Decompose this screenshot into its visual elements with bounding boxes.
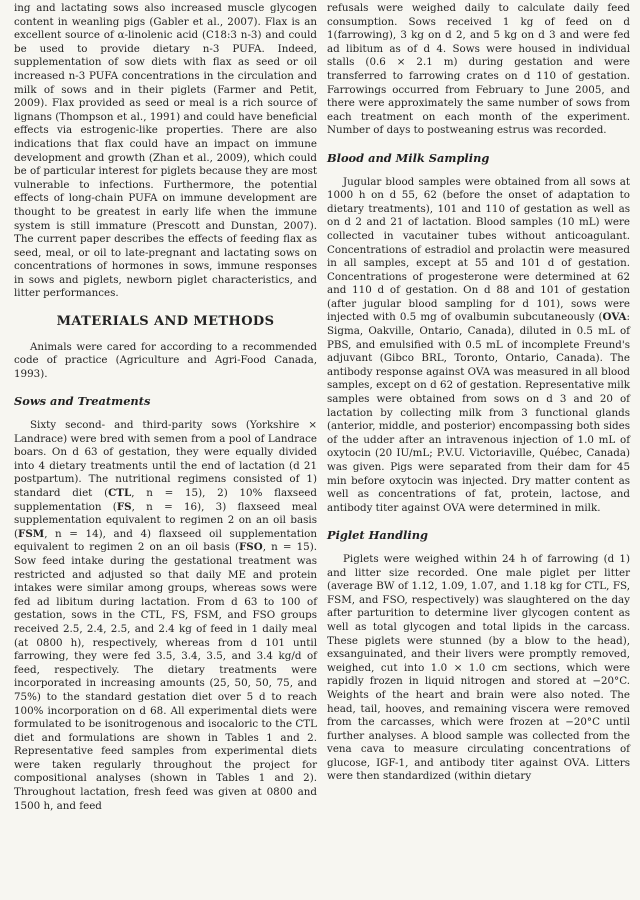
abbr-fs: FS: [116, 500, 132, 513]
text-run: , n = 15). Sow feed intake during the gestational treatment was restricted and adjusted so that daily ME and protein intakes were similar among groups, whereas sows were fed ad libitum during lactation. From d 63 to 100 of gestation, sows in the CTL, FS, FSM, and FSO groups received 2.5, 2.4, 2.5, and 2.4 kg of feed in 1 daily meal (at 0800 h), respectively, whereas from d 101 until farrowing, they were fed 3.5, 3.4, 3.5, and 3.4 kg/d of feed, respectively. The dietary treatments were incorporated in increasing amounts (25, 50, 50, 75, and 75%) to the standard gestation diet over 5 d to reach 100% incorporation on d 68. All experimental diets were formulated to be isonitrogenous and isocaloric to the CTL diet and formulations are shown in Tables 1 and 2. Representative feed samples from experimental diets were taken regularly throughout the project for compositional analyses (shown in Tables 1 and 2). Throughout lactation, fresh feed was given at 0800 and 1500 h, and feed: [14, 541, 317, 812]
piglet-handling-paragraph: Piglets were weighed within 24 h of farrowing (d 1) and litter size recorded. One male piglet per litter (average BW of 1.12, 1.09, 1.07, and 1.18 kg for CTL, FS, FSM, and FSO, respectively) was slaughtered on the day after parturition to determine liver glycogen content as well as total glycogen and total lipids in the carcass. These piglets were stunned (by a blow to the head), exsanguinated, and their livers were promptly removed, weighed, cut into 1.0 × 1.0 cm sections, which were rapidly frozen in liquid nitrogen and stored at −20°C. Weights of the heart and brain were also noted. The head, tail, hooves, and remaining viscera were removed from the carcasses, which were frozen at −20°C until further analyses. A blood sample was collected from the vena cava to measure circulating concentrations of glucose, IGF-1, and antibody titer against OVA. Litters were then standardized (within dietary: [327, 552, 630, 783]
text-run: : Sigma, Oakville, Ontario, Canada), diluted in 0.5 mL of PBS, and emulsified with 0.5 mL of incomplete Freund's adjuvant (Gibco BRL, Toronto, Ontario, Canada). The antibody response against OVA was measured in all blood samples, except on d 62 of gestation. Representative milk samples were obtained from sows on d 3 and 20 of lactation by collecting milk from 3 functional glands (anterior, middle, and posterior) encompassing both sides of the udder after an intravenous injection of 1.0 mL of oxytocin (20 IU/mL; P.V.U. Victoriaville, Québec, Canada) was given. Pigs were separated from their dam for 45 min before oxytocin was injected. Dry matter content as well as concentrations of fat, protein, lactose, and antibody titer against OVA were determined in milk.: [327, 311, 630, 514]
animals-paragraph: Animals were cared for according to a recommended code of practice (Agriculture and Agri-Food Canada, 1993).: [14, 340, 317, 380]
abbr-ova: OVA: [602, 311, 627, 324]
text-run: , n = 16), 3) flaxseed meal supplementation equivalent to regimen 2 on an oil basis (: [14, 500, 317, 540]
intro-paragraph: ing and lactating sows also increased muscle glycogen content in weanling pigs (Gabler et al., 2007). Flax is an excellent source of α-linolenic acid (C18:3 n-3) and could be used to provide dietary n-3 PUFA. Indeed, supplementation of sow diets with flax as seed or oil increased n-3 PUFA concentrations in the circulation and milk of sows and in their piglets (Farmer and Petit, 2009). Flax provided as seed or meal is a rich source of lignans (Thompson et al., 1991) and could have beneficial effects via estrogenic-like properties. There are also indications that flax could have an impact on immune development and growth (Zhan et al., 2009), which could be of particular interest for piglets because they are most vulnerable to infections. Furthermore, the potential effects of long-chain PUFA on immune development are thought to be greatest in early life when the immune system is still immature (Prescott and Dunstan, 2007). The current paper describes the effects of feeding flax as seed, meal, or oil to late-pregnant and lactating sows on concentrations of hormones in sows, immune responses in sows and piglets, newborn piglet characteristics, and litter performances.: [14, 2, 317, 300]
abbr-ctl: CTL: [108, 487, 132, 499]
text-run: , n = 15), 2) 10% flaxseed supplementation (: [14, 487, 317, 513]
text-run: Jugular blood samples were obtained from all sows at 1000 h on d 55, 62 (before the onset of adaptation to dietary treatments), 101 and 110 of gestation as well as on d 2 and 21 of lactation. Blood samples (10 mL) were collected in vacutainer tubes without anticoagulant. Concentrations of estradiol and prolactin were measured in all samples, except at 55 and 101 d of gestation. Concentrations of progesterone were determined at 62 and 110 d of gestation. On d 88 and 101 of gestation (after jugular blood sampling for d 101), sows were injected with 0.5 mg of ovalbumin subcutaneously (: [327, 175, 630, 324]
top-paragraph: refusals were weighed daily to calculate daily feed consumption. Sows received 1 kg of feed on d 1(farrowing), 3 kg on d 2, and 5 kg on d 3 and were fed ad libitum as of d 4. Sows were housed in individual stalls (0.6 × 2.1 m) during gestation and were transferred to farrowing crates on d 110 of gestation. Farrowings occurred from February to June 2005, and there were approximately the same number of sows from each treatment on each month of the experiment. Number of days to postweaning estrus was recorded.: [327, 2, 630, 137]
left-column: [14, 2, 317, 813]
subheading-piglet-handling: Piglet Handling: [327, 528, 428, 543]
right-column: [327, 2, 630, 784]
subheading-blood-milk-sampling: Blood and Milk Sampling: [327, 150, 490, 165]
subheading-sows-treatments: Sows and Treatments: [14, 394, 151, 409]
abbr-fsm: FSM: [18, 527, 45, 540]
text-run: Sixty second- and third-parity sows (Yorkshire × Landrace) were bred with semen from a pool of Landrace boars. On d 63 of gestation, they were equally divided into 4 dietary treatments until the end of lactation (d 21 postpartum). The nutritional regimens consisted of 1) standard diet (: [14, 419, 317, 499]
sows-treatments-paragraph: [14, 419, 317, 813]
text-run: , n = 14), and 4) flaxseed oil supplementation equivalent to regimen 2 on an oil basis (: [14, 527, 317, 554]
abbr-fso: FSO: [238, 541, 263, 554]
blood-milk-paragraph: [327, 176, 630, 516]
section-heading-materials-methods: MATERIALS AND METHODS: [56, 314, 275, 330]
